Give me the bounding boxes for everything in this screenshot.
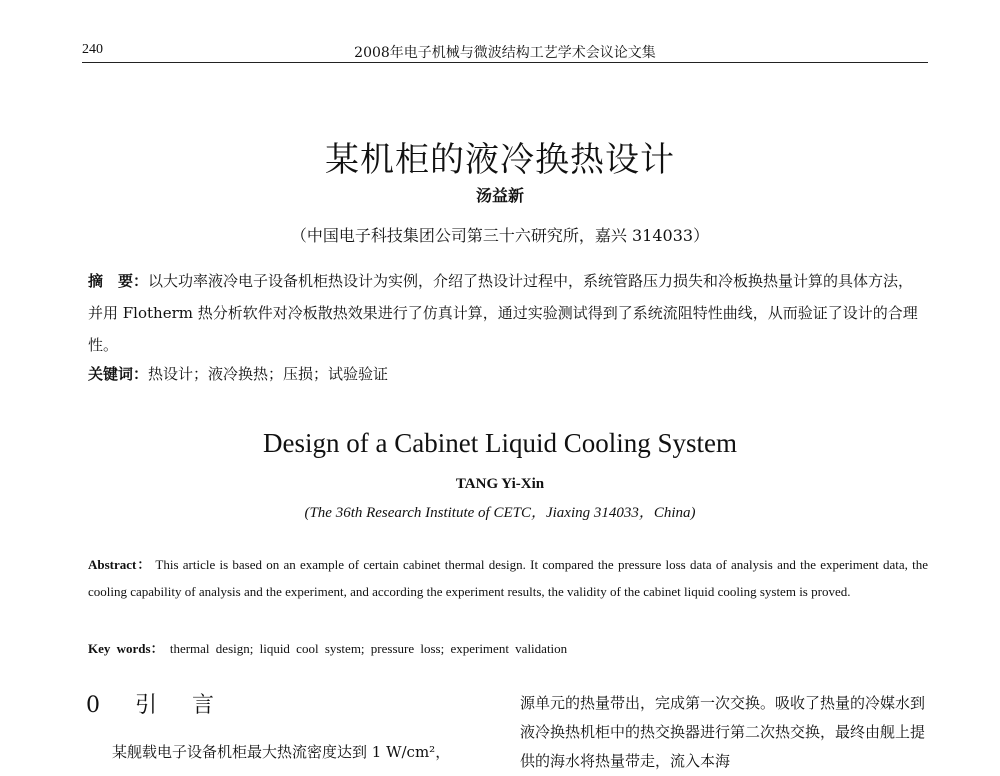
page-number: 240 bbox=[82, 42, 103, 57]
abstract-zh-label: 摘 要： bbox=[88, 272, 149, 290]
abstract-en bbox=[88, 551, 928, 605]
keywords-en bbox=[88, 638, 567, 657]
author-en: TANG Yi-Xin bbox=[455, 476, 545, 492]
section-heading-introduction: 0 引 言 bbox=[86, 693, 228, 718]
keywords-en-text: thermal design; liquid cool system; pressure loss; experiment validation bbox=[169, 641, 568, 656]
keywords-zh-label: 关键词： bbox=[88, 365, 149, 383]
running-header bbox=[82, 40, 928, 63]
abstract-en-text: This article is based on an example of certain cabinet thermal design. It compared the pressure loss data of analysis and the experiment data, the cooling capability of analysis and the experiment, and according the experiment results, the validity of the cabinet liquid cooling system is proved. bbox=[88, 557, 928, 599]
keywords-zh bbox=[88, 363, 388, 384]
keywords-en-label: Key words： bbox=[88, 641, 164, 656]
paper-title-en: Design of a Cabinet Liquid Cooling System bbox=[263, 428, 737, 458]
affiliation-zh: （中国电子科技集团公司第三十六研究所，嘉兴 314033） bbox=[290, 226, 710, 245]
abstract-zh-text: 以大功率液冷电子设备机柜热设计为实例，介绍了热设计过程中，系统管路压力损失和冷板换热量计算的具体方法，并用 Flotherm 热分析软件对冷板散热效果进行了仿真计算，通过实验测试得到了系统流阻特性曲线，从而验证了设计的合理性。 bbox=[88, 272, 918, 354]
abstract-zh bbox=[88, 265, 928, 361]
body-text-right: 源单元的热量带出，完成第一次交换。吸收了热量的冷媒水到液冷换热机柜中的热交换器进行第二次热交换，最终由舰上提供的海水将热量带走，流入本海 bbox=[520, 694, 926, 770]
body-text-left: 某舰载电子设备机柜最大热流密度达到 1 W/cm²， bbox=[112, 743, 451, 761]
abstract-en-label: Abstract： bbox=[88, 557, 152, 572]
author-zh: 汤益新 bbox=[475, 186, 524, 205]
affiliation-en: (The 36th Research Institute of CETC，Jiaxing 314033，China) bbox=[304, 505, 696, 521]
paper-title-zh: 某机柜的液冷换热设计 bbox=[325, 140, 675, 180]
keywords-zh-text: 热设计；液冷换热；压损；试验验证 bbox=[148, 365, 389, 383]
journal-title: 2008年电子机械与微波结构工艺学术会议论文集 bbox=[354, 45, 656, 61]
